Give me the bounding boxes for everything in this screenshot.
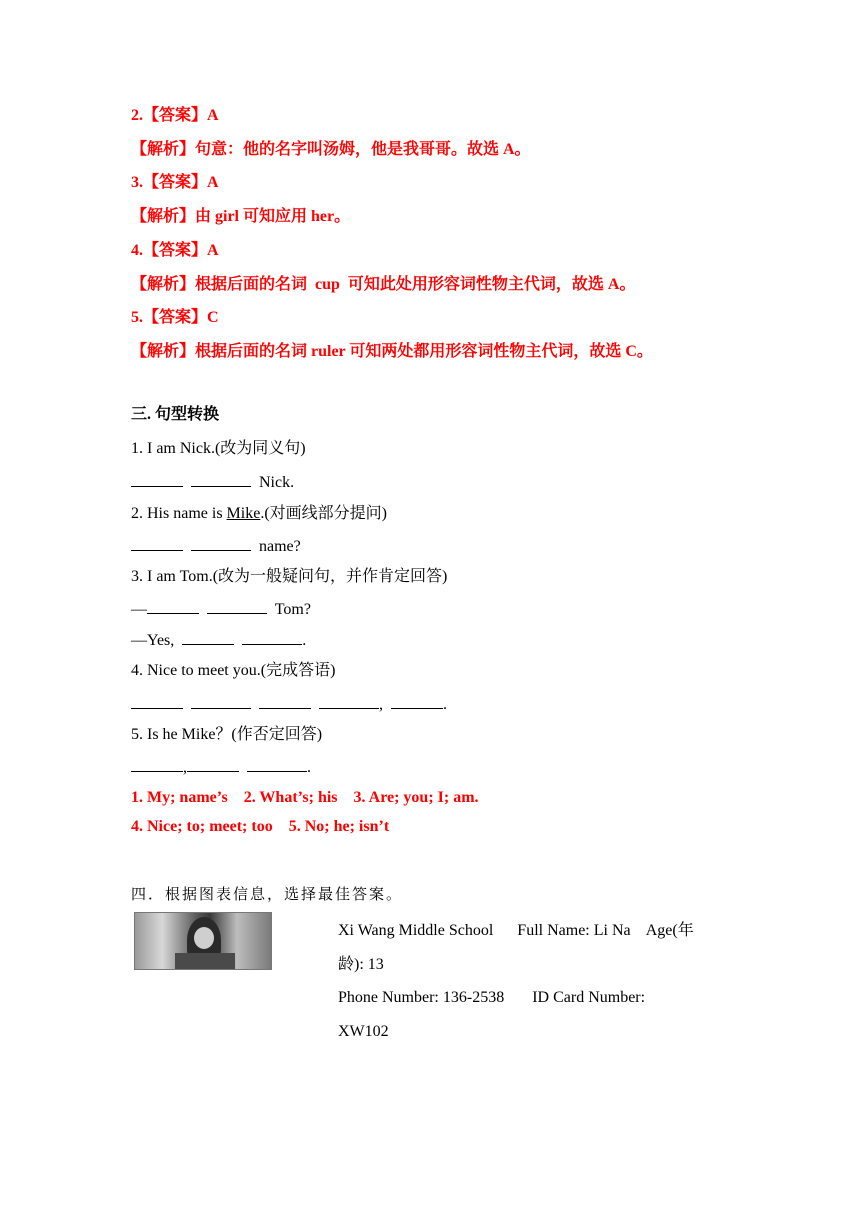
blank[interactable]	[191, 472, 251, 487]
blank[interactable]	[147, 599, 199, 614]
student-photo	[134, 912, 272, 970]
q2-prompt-post: .(对画线部分提问)	[260, 505, 387, 522]
q2-tail: name?	[259, 538, 301, 555]
blank[interactable]	[319, 694, 379, 709]
blank[interactable]	[191, 536, 251, 551]
card-line4: XW102	[338, 1023, 389, 1040]
q2-prompt-pre: 2. His name is	[131, 505, 227, 522]
card-line2: 龄): 13	[338, 956, 384, 973]
answer-2: 2.【答案】A	[131, 107, 219, 124]
q1-answer-line	[131, 472, 294, 493]
q3-answer-line	[131, 630, 306, 651]
blank[interactable]	[207, 599, 267, 614]
card-line1: Xi Wang Middle School Full Name: Li Na Age(年	[338, 922, 694, 939]
q3-dash: —	[131, 601, 147, 618]
blank[interactable]	[191, 694, 251, 709]
q1-prompt: 1. I am Nick.(改为同义句)	[131, 440, 306, 457]
explanation-5: 【解析】根据后面的名词 ruler 可知两处都用形容词性物主代词，故选 C。	[131, 343, 653, 360]
q3-tail: Tom?	[274, 601, 311, 618]
q2-underlined-word: Mike	[226, 505, 261, 522]
q3-yes: —Yes,	[131, 632, 175, 649]
answer-5: 5.【答案】C	[131, 309, 219, 326]
explanation-2: 【解析】句意：他的名字叫汤姆，他是我哥哥。故选 A。	[131, 141, 531, 158]
blank[interactable]	[259, 694, 311, 709]
q4-prompt: 4. Nice to meet you.(完成答语)	[131, 662, 336, 679]
blank[interactable]	[182, 630, 234, 645]
blank[interactable]	[131, 694, 183, 709]
section4-heading: 四．根据图表信息，选择最佳答案。	[131, 885, 404, 903]
card-line3: Phone Number: 136-2538 ID Card Number:	[338, 989, 646, 1006]
blank[interactable]	[131, 536, 183, 551]
explanation-4: 【解析】根据后面的名词 cup 可知此处用形容词性物主代词，故选 A。	[131, 276, 636, 293]
q3-prompt: 3. I am Tom.(改为一般疑问句，并作肯定回答)	[131, 568, 448, 585]
blank[interactable]	[391, 694, 443, 709]
q5-comma: ,	[183, 759, 187, 776]
blank[interactable]	[131, 757, 183, 772]
blank[interactable]	[187, 757, 239, 772]
q1-tail: Nick.	[259, 474, 295, 491]
q3-period: .	[302, 632, 307, 649]
section3-heading: 三. 句型转换	[131, 406, 220, 423]
q4-comma: ,	[379, 696, 383, 713]
q5-answer-line	[131, 757, 311, 778]
photo-body	[175, 953, 235, 970]
explanation-3: 【解析】由 girl 可知应用 her。	[131, 208, 351, 225]
q4-answer-line	[131, 694, 447, 715]
answer-4: 4.【答案】A	[131, 242, 219, 259]
section3-key-line1: 1. My; name’s 2. What’s; his 3. Are; you; I; am.	[131, 789, 479, 806]
answer-3: 3.【答案】A	[131, 174, 219, 191]
q4-period: .	[443, 696, 447, 713]
q5-period: .	[307, 759, 311, 776]
blank[interactable]	[247, 757, 307, 772]
photo-face	[194, 927, 214, 949]
q3-question-line	[131, 599, 311, 620]
q5-prompt: 5. Is he Mike？(作否定回答)	[131, 726, 323, 743]
blank[interactable]	[131, 472, 183, 487]
blank[interactable]	[242, 630, 302, 645]
q2-prompt	[131, 504, 387, 524]
q2-answer-line	[131, 536, 301, 557]
section3-key-line2: 4. Nice; to; meet; too 5. No; he; isn’t	[131, 818, 390, 835]
